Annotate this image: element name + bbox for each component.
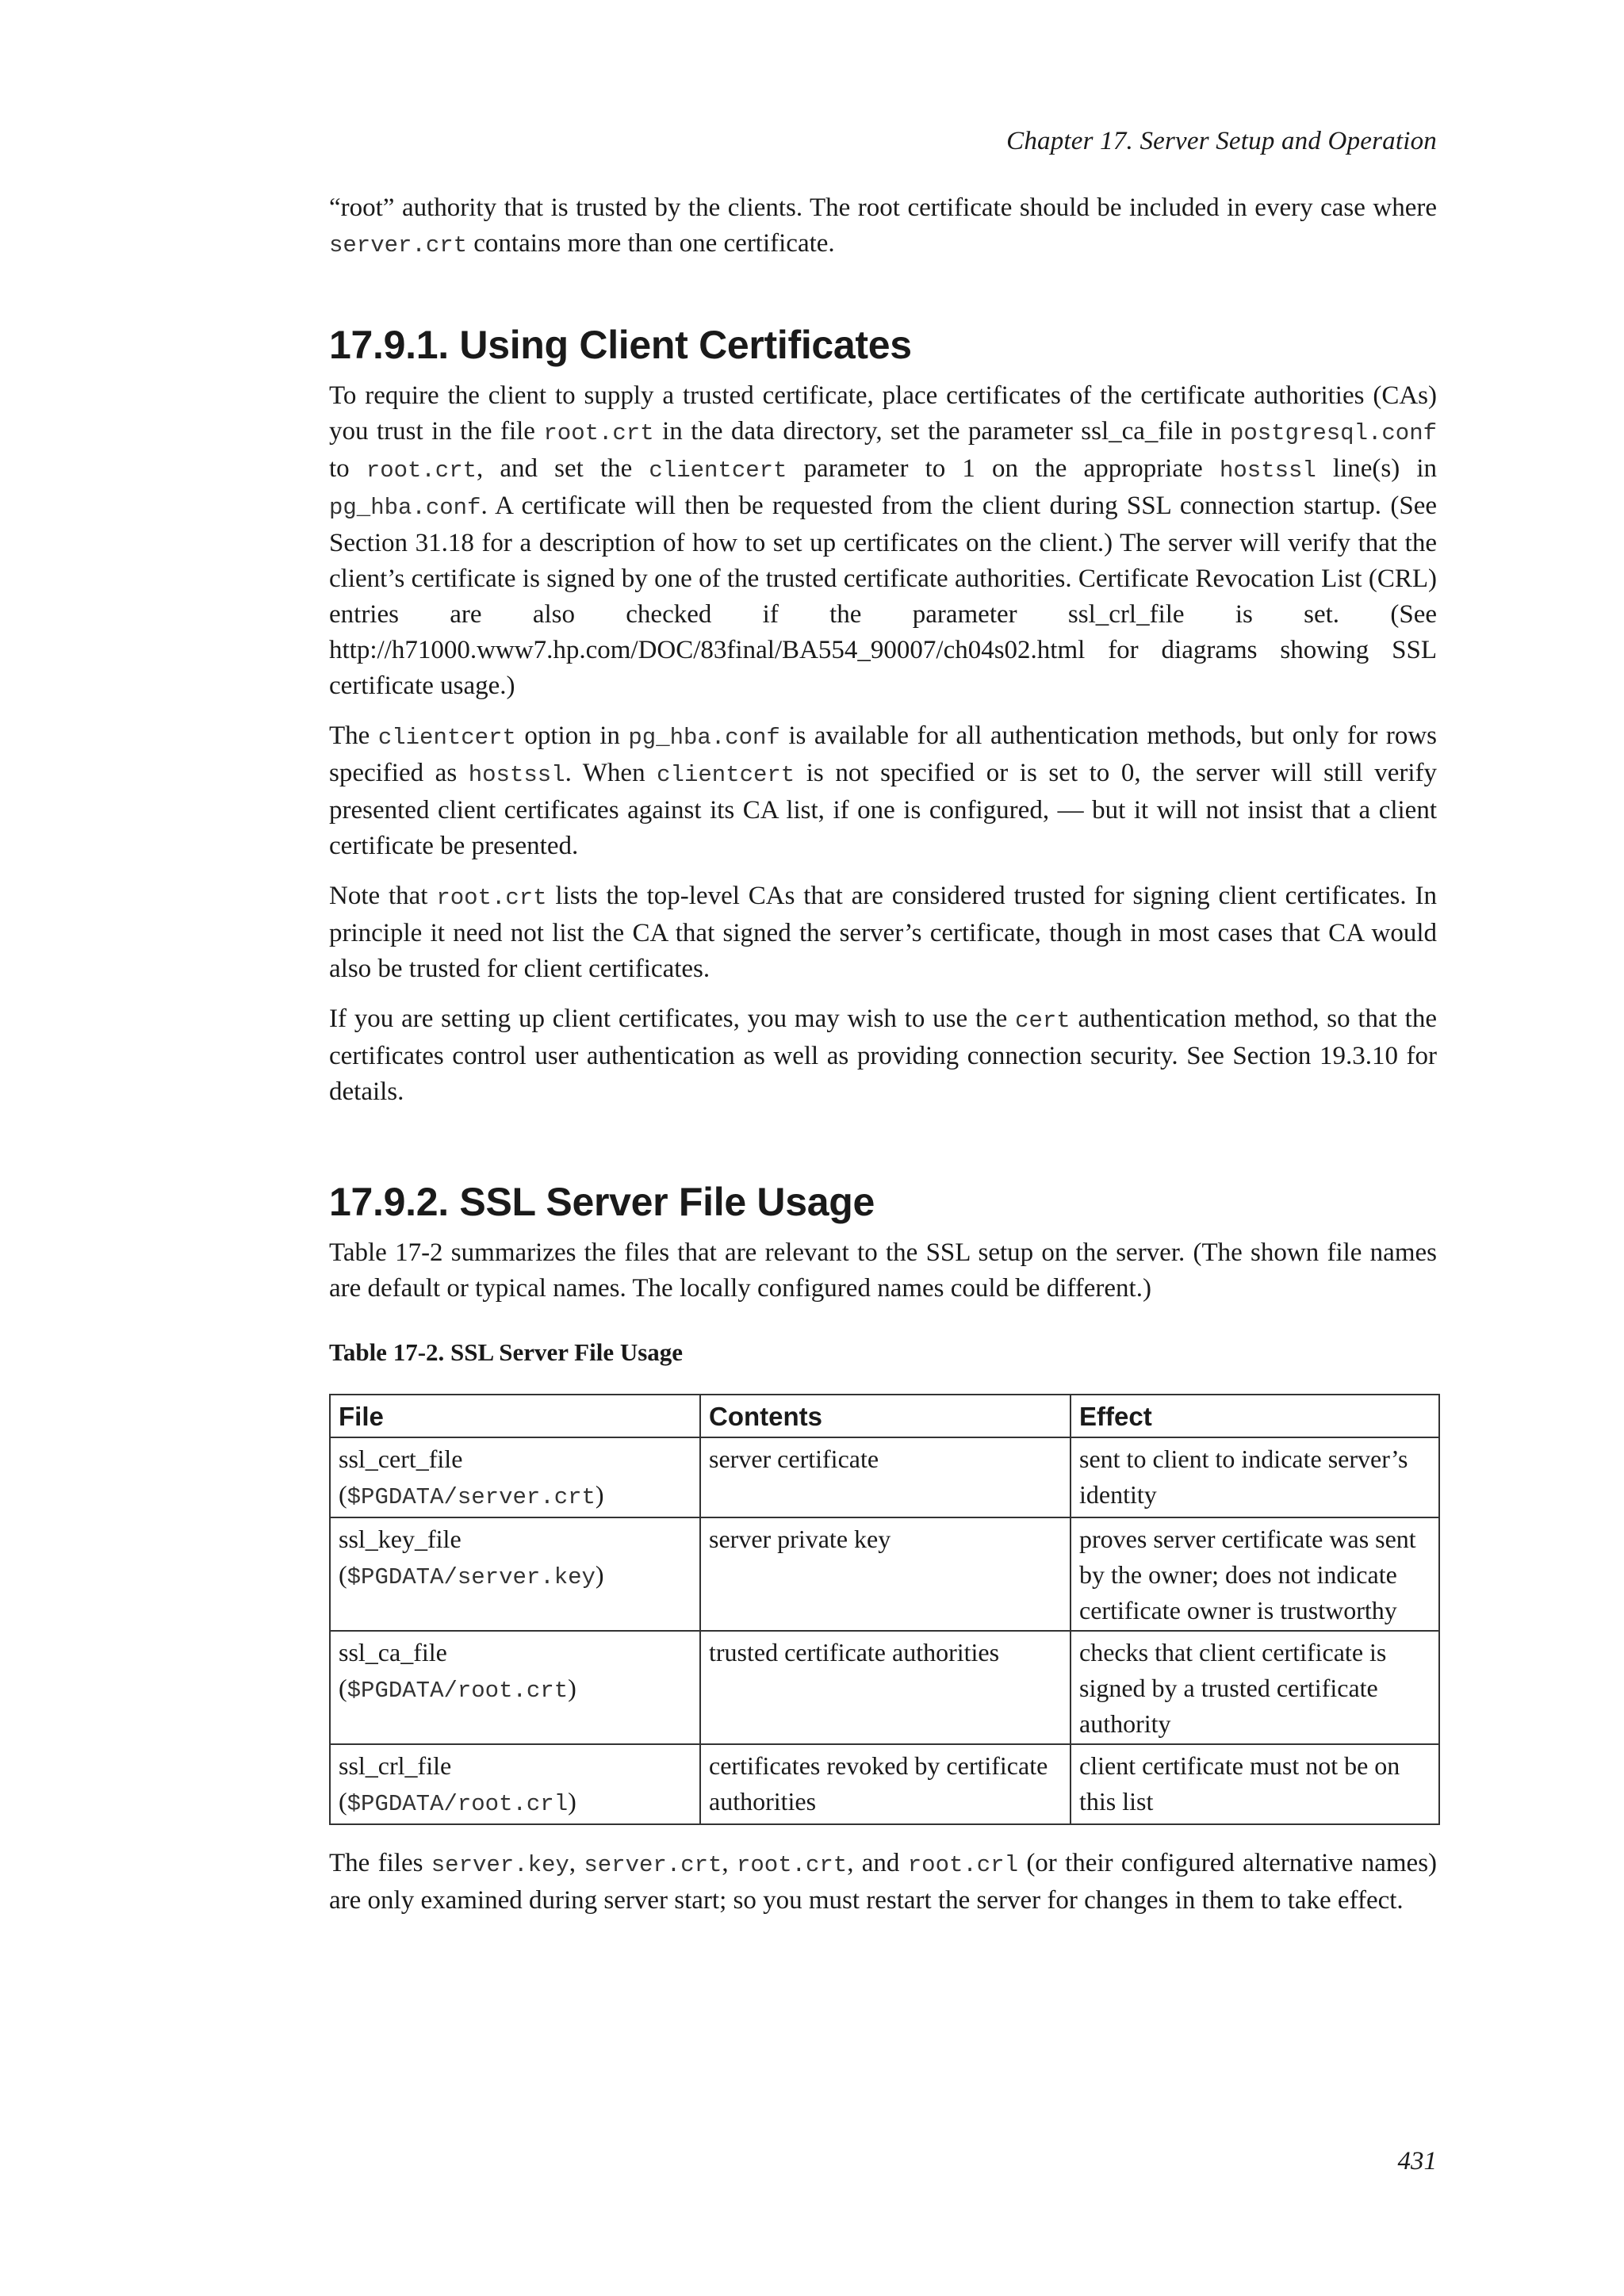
column-header-file: File [330, 1395, 700, 1437]
file-path: $PGDATA/root.crt [347, 1678, 569, 1704]
contents-cell: trusted certificate authorities [700, 1631, 1071, 1744]
file-cell: ssl_key_file ($PGDATA/server.key) [330, 1517, 700, 1631]
file-path: $PGDATA/root.crl [347, 1791, 569, 1817]
client-cert-paragraph-3: Note that root.crt lists the top-level CAs that are considered trusted for signing client certificates. In principle it need not list the CA that signed the server’s certificate, though in most cases that CA would also be trusted for client certificates. [329, 882, 1437, 983]
running-header: Chapter 17. Server Setup and Operation [1006, 127, 1437, 155]
file-cell: ssl_cert_file ($PGDATA/server.crt) [330, 1437, 700, 1517]
ssl-file-usage-table [329, 1394, 1440, 1825]
table-row [330, 1744, 1439, 1824]
contents-cell: certificates revoked by certificate authorities [700, 1744, 1071, 1824]
effect-cell: sent to client to indicate server’s identity [1071, 1437, 1439, 1517]
file-param: ssl_key_file [339, 1525, 462, 1553]
contents-cell: server private key [700, 1517, 1071, 1631]
section-heading-ssl-file-usage: 17.9.2. SSL Server File Usage [329, 1180, 875, 1224]
page-content [329, 190, 1437, 1933]
effect-cell: proves server certificate was sent by the owner; does not indicate certificate owner is trustworthy [1071, 1517, 1439, 1631]
contents-cell: server certificate [700, 1437, 1071, 1517]
table-row [330, 1437, 1439, 1517]
column-header-contents: Contents [700, 1395, 1071, 1437]
intro-paragraph: “root” authority that is trusted by the clients. The root certificate should be included in every case where server.crt contains more than one certificate. [329, 193, 1437, 258]
file-path: $PGDATA/server.key [347, 1564, 596, 1590]
file-path: $PGDATA/server.crt [347, 1484, 596, 1510]
column-header-effect: Effect [1071, 1395, 1439, 1437]
restart-note-paragraph: The files server.key, server.crt, root.crt, and root.crl (or their configured alternative names) are only examined during server start; so you must restart the server for changes in them to take effect. [329, 1849, 1438, 1915]
table-caption: Table 17-2. SSL Server File Usage [329, 1338, 684, 1366]
file-param: ssl_crl_file [339, 1751, 452, 1780]
client-cert-paragraph-1: To require the client to supply a trusted certificate, place certificates of the certificate authorities (CAs) you trust in the file root.crt in the data directory, set the parameter ssl_ca_file in postgresql.conf to root.crt, and set the clientcert parameter to 1 on the appropriate hostssl line(s) in pg_hba.conf. A certificate will then be requested from the client during SSL connection startup. (See Section 31.18 for a description of how to set up certificates on the client.) The server will verify that the client’s certificate is signed by one of the trusted certificate authorities. Certificate Revocation List (CRL) entries are also checked if the parameter ssl_crl_file is set. (See http://h71000.www7.hp.com/DOC/83final/BA554_90007/ch04s02.html for diagrams showing SSL certificate usage.) [329, 381, 1438, 700]
ssl-file-usage-paragraph: Table 17-2 summarizes the files that are relevant to the SSL setup on the server. (The shown file names are default or typical names. The locally configured names could be different.) [329, 1238, 1437, 1303]
table-row [330, 1631, 1439, 1744]
table-row [330, 1517, 1439, 1631]
page-number: 431 [1397, 2147, 1437, 2175]
file-param: ssl_ca_file [339, 1638, 447, 1667]
file-cell: ssl_ca_file ($PGDATA/root.crt) [330, 1631, 700, 1744]
effect-cell: checks that client certificate is signed by a trusted certificate authority [1071, 1631, 1439, 1744]
client-cert-paragraph-2: The clientcert option in pg_hba.conf is available for all authentication methods, but only for rows specified as hostssl. When clientcert is not specified or is set to 0, the server will still verify presented client certificates against its CA list, if one is configured, — but it will not insist that a client certificate be presented. [329, 721, 1437, 860]
table-header-row [330, 1395, 1439, 1437]
effect-cell: client certificate must not be on this list [1071, 1744, 1439, 1824]
client-cert-paragraph-4: If you are setting up client certificates, you may wish to use the cert authentication method, so that the certificates control user authentication as well as providing connection security. See Section 19.3.10 for details. [329, 1004, 1437, 1106]
section-heading-client-certificates: 17.9.1. Using Client Certificates [329, 323, 912, 367]
file-cell: ssl_crl_file ($PGDATA/root.crl) [330, 1744, 700, 1824]
file-param: ssl_cert_file [339, 1445, 463, 1473]
